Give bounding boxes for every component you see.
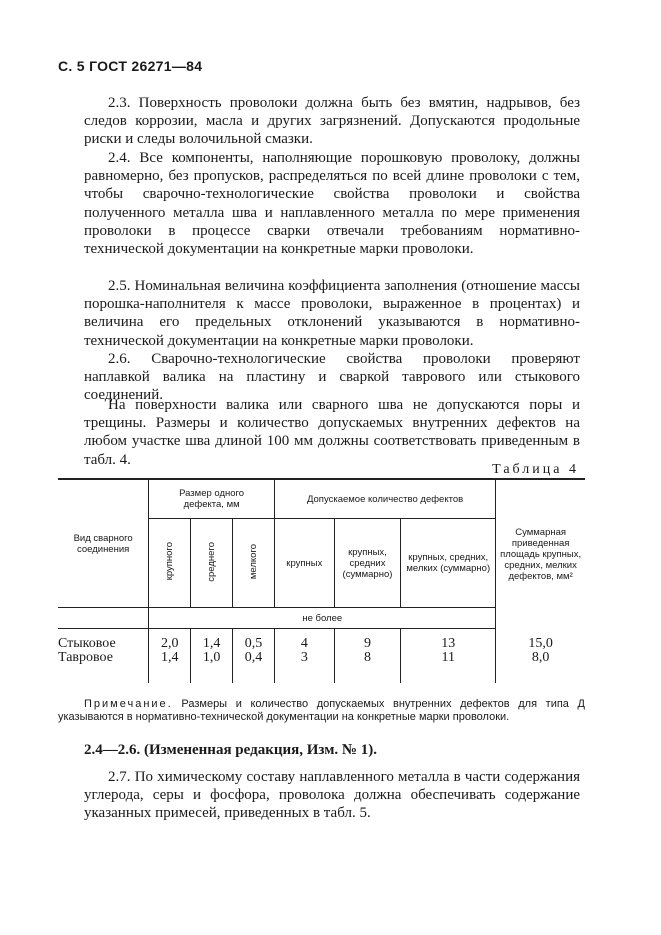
col-joint-header: Вид сварного соединения <box>58 479 149 608</box>
count-large-header: крупных <box>274 519 334 608</box>
count-large-medium-header: крупных, средних (суммарно) <box>334 519 401 608</box>
sub-small-header: мелкого <box>233 519 275 608</box>
paragraph-2-6-defects: На поверхности валика или сварного шва не допускаются поры и трещины. Размеры и количество допускаемых внутренних дефектов на любом участке шва длиной 100 мм должны соответствовать приведенным в табл. 4. <box>84 397 580 468</box>
table-note: Примечание. Размеры и количество допускаемых внутренних дефектов для типа Д указываются в нормативно-технической документации на конкретные марки проволоки. <box>58 698 585 723</box>
sub-medium-header: среднего <box>191 519 233 608</box>
paragraph-2-6: 2.6. Сварочно-технологические свойства проволоки проверяют наплавкой валика на пластину и сваркой таврового или стыкового соединений. <box>84 351 580 404</box>
paragraph-2-7: 2.7. По химическому составу наплавленного металла в части содержания углерода, серы и фосфора, проволока должна обеспечивать содержание указанных примесей, приведенных в табл. 5. <box>84 769 580 822</box>
no-more-label: не более <box>149 608 496 629</box>
count-medium-small-header: крупных, средних, мелких (суммарно) <box>401 519 496 608</box>
col-area-header: Суммарная приведенная площадь крупных, средних, мелких дефектов, мм² <box>496 479 585 629</box>
paragraph-2-4: 2.4. Все компоненты, наполняющие порошковую проволоку, должны равномерно, без пропусков, распределяться по всей длине проволоки с тем, чтобы сварочно-технологические свойства проволоки и свойства полученного металла шва и наплавленного металла по мере применения проволоки в процессе сварки отвечали требованиям нормативно-технической документации на конкретные марки проволоки. <box>84 150 580 258</box>
sub-large-header: крупного <box>149 519 191 608</box>
amendment-line: 2.4—2.6. (Измененная редакция, Изм. № 1). <box>84 742 378 758</box>
col-count-header: Допускаемое количество дефектов <box>274 479 495 519</box>
defects-table: Вид сварного соединения Размер одного дефекта, мм Допускаемое количество дефектов Суммарная приведенная площадь крупных, средних, мелких дефектов, мм² крупного среднего мелкого крупных крупных, средних (суммарно) крупных, средних, мелких (суммарно) не более Стыковое Тавровое 2,0 1,4 1,4 1,0 0,5 0,4 4 3 9 8 13 11 15,0 8,0 <box>58 478 585 683</box>
paragraph-2-3: 2.3. Поверхность проволоки должна быть без вмятин, надрывов, без следов коррозии, масла и других загрязнений. Допускаются продольные риски и следы волочильной смазки. <box>84 95 580 148</box>
table-title: Таблица 4 <box>492 462 579 477</box>
table-row: Стыковое Тавровое <box>58 636 116 665</box>
col-size-header: Размер одного дефекта, мм <box>149 479 275 519</box>
paragraph-2-5: 2.5. Номинальная величина коэффициента заполнения (отношение массы порошка-наполнителя к массе проволоки, выраженное в процентах) и величина его предельных отклонений указываются в нормативно-технической документации на конкретные марки проволоки. <box>84 278 580 349</box>
page-header: С. 5 ГОСТ 26271—84 <box>58 58 203 74</box>
